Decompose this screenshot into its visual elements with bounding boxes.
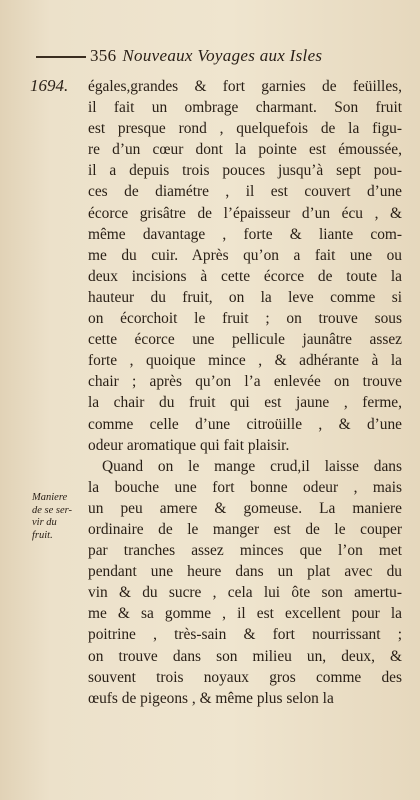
text-line: me & sa gomme , il est excellent pour la xyxy=(88,605,402,623)
text-line: poitrine , très-sain & fort nourrissant ; xyxy=(88,626,402,644)
running-header xyxy=(36,46,400,70)
text-line: on trouve dans son milieu un, deux, & xyxy=(88,647,402,665)
text-line: pendant une heure dans un plat avec du xyxy=(88,563,402,581)
body-text xyxy=(88,76,402,709)
running-title: Nouveaux Voyages aux Isles xyxy=(122,46,323,65)
text-line: Quand on le mange crud,il laisse dans xyxy=(102,457,402,475)
text-line: deux incisions à cette écorce de toute la xyxy=(88,267,402,285)
text-line: souvent trois noyaux gros comme des xyxy=(88,668,402,686)
margin-note-line: de se ser- xyxy=(32,504,73,516)
text-line: il a depuis trois pouces jusqu’à sept pou- xyxy=(88,162,402,180)
text-line: on écorchoit le fruit ; on trouve sous xyxy=(88,310,402,328)
text-line: ordinaire de le manger est de le couper xyxy=(88,520,402,538)
header-rule xyxy=(36,56,86,58)
text-line: est presque rond , quelquefois de la figu- xyxy=(88,120,402,138)
margin-note-line: Maniere xyxy=(32,492,68,503)
text-line: vin & du sucre , cela lui ôte son amertu- xyxy=(88,584,402,602)
text-line: comme celle d’une citroüille , & d’une xyxy=(88,415,402,433)
text-line: œufs de pigeons , & même plus selon la xyxy=(88,689,334,707)
text-line: un peu amere & gomeuse. La maniere xyxy=(88,499,402,517)
text-line: me du cuir. Après qu’on a fait une ou xyxy=(88,246,402,264)
text-line: cette écorce une pellicule jaunâtre assez xyxy=(88,331,402,349)
text-line: re d’un cœur dont la pointe est émoussée, xyxy=(88,141,402,159)
text-line: la bouche une fort bonne odeur , mais xyxy=(88,478,402,496)
text-line: odeur aromatique qui fait plaisir. xyxy=(88,436,290,454)
text-line: hauteur du fruit, on la leve comme si xyxy=(88,288,402,306)
text-line: égales,grandes & fort garnies de feüilles, xyxy=(88,78,402,95)
text-line: la chair du fruit qui est jaune , ferme, xyxy=(88,394,402,412)
margin-year: 1694. xyxy=(30,76,69,95)
text-line: par tranches assez minces que l’on met xyxy=(88,542,402,560)
text-line: écorce grisâtre de l’épaisseur d’un écu , & xyxy=(88,204,402,222)
page-number: 356 xyxy=(90,46,117,65)
margin-note-line: vir du xyxy=(32,517,57,528)
text-line: forte , quoique mince , & adhérante à la xyxy=(88,352,402,370)
text-line: même davantage , forte & liante com- xyxy=(88,225,402,243)
margin-note xyxy=(32,492,88,542)
text-line: ces de diamétre , il est couvert d’une xyxy=(88,183,402,201)
text-line: chair ; après qu’on l’a enlevée on trouve xyxy=(88,373,402,391)
margin-note-line: fruit. xyxy=(32,529,53,541)
text-line: il fait un ombrage charmant. Son fruit xyxy=(88,99,402,117)
